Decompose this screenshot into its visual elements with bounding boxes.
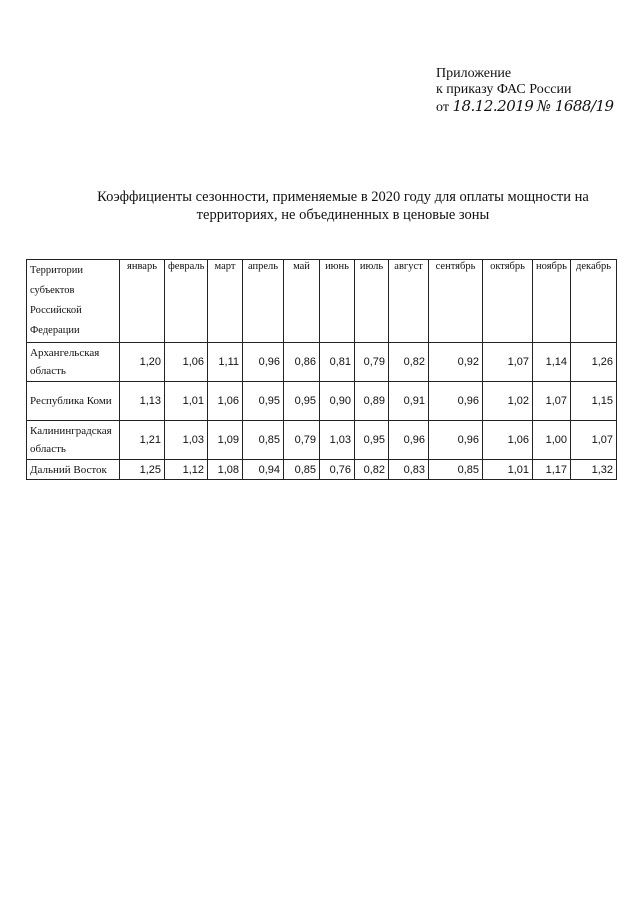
coefficient-cell: 0,86 [284,343,320,382]
coefficient-cell: 0,96 [243,343,284,382]
coefficient-cell: 1,32 [571,460,617,480]
coefficient-cell: 0,91 [389,382,429,421]
coefficient-cell: 0,85 [429,460,483,480]
coefficient-cell: 0,81 [320,343,355,382]
table-row [27,421,617,460]
seasonality-table [26,259,617,480]
coefficient-cell: 1,06 [208,382,243,421]
coefficient-cell: 1,06 [165,343,208,382]
column-header-month: март [208,260,243,343]
table-row [27,460,617,480]
column-header-month: январь [120,260,165,343]
order-date-number [436,98,614,116]
coefficient-cell: 1,01 [483,460,533,480]
table-row [27,382,617,421]
coefficient-cell: 1,13 [120,382,165,421]
coefficient-cell: 1,08 [208,460,243,480]
appendix-label: Приложение [436,66,512,81]
coefficient-cell: 1,07 [483,343,533,382]
coefficient-cell: 0,96 [429,421,483,460]
coefficient-cell: 1,15 [571,382,617,421]
coefficient-cell: 1,26 [571,343,617,382]
territory-name: Калининградская область [27,421,120,460]
coefficient-cell: 1,02 [483,382,533,421]
handwritten-number: № 1688/19 [536,97,614,115]
coefficient-cell: 1,09 [208,421,243,460]
table-row [27,343,617,382]
coefficient-cell: 1,14 [533,343,571,382]
coefficient-cell: 1,03 [320,421,355,460]
coefficient-cell: 0,89 [355,382,389,421]
coefficient-cell: 1,25 [120,460,165,480]
coefficient-cell: 0,95 [284,382,320,421]
coefficient-cell: 1,01 [165,382,208,421]
coefficient-cell: 0,95 [355,421,389,460]
coefficient-cell: 0,79 [284,421,320,460]
coefficient-cell: 0,79 [355,343,389,382]
coefficient-cell: 1,06 [483,421,533,460]
coefficient-cell: 0,85 [243,421,284,460]
coefficient-cell: 0,90 [320,382,355,421]
coefficient-cell: 0,76 [320,460,355,480]
coefficient-cell: 0,82 [389,343,429,382]
column-header-month: июль [355,260,389,343]
coefficient-cell: 1,11 [208,343,243,382]
coefficient-cell: 1,20 [120,343,165,382]
appendix-header [436,66,614,116]
column-header-month: май [284,260,320,343]
from-label: от [436,100,449,115]
column-header-month: август [389,260,429,343]
coefficient-cell: 0,92 [429,343,483,382]
coefficient-cell: 0,83 [389,460,429,480]
column-header-territory: Территории субъектов Российской Федерации [27,260,120,343]
coefficient-cell: 1,03 [165,421,208,460]
territory-name: Архангельская область [27,343,120,382]
coefficient-cell: 1,21 [120,421,165,460]
order-reference: к приказу ФАС России [436,82,572,97]
column-header-month: декабрь [571,260,617,343]
column-header-month: апрель [243,260,284,343]
coefficient-cell: 0,95 [243,382,284,421]
column-header-month: сентябрь [429,260,483,343]
table-header-row [27,260,617,343]
coefficient-cell: 0,96 [389,421,429,460]
document-title: Коэффициенты сезонности, применяемые в 2020 году для оплаты мощности на территориях, не объединенных в ценовые зоны [97,189,589,223]
coefficient-cell: 0,94 [243,460,284,480]
coefficient-cell: 1,17 [533,460,571,480]
column-header-month: октябрь [483,260,533,343]
territory-name: Республика Коми [27,382,120,421]
column-header-month: ноябрь [533,260,571,343]
coefficient-cell: 0,82 [355,460,389,480]
coefficient-cell: 1,00 [533,421,571,460]
handwritten-date: 18.12.2019 [452,97,534,115]
coefficient-cell: 0,96 [429,382,483,421]
coefficient-cell: 1,07 [533,382,571,421]
column-header-month: февраль [165,260,208,343]
coefficient-cell: 1,07 [571,421,617,460]
territory-name: Дальний Восток [27,460,120,480]
coefficient-cell: 1,12 [165,460,208,480]
coefficient-cell: 0,85 [284,460,320,480]
column-header-month: июнь [320,260,355,343]
